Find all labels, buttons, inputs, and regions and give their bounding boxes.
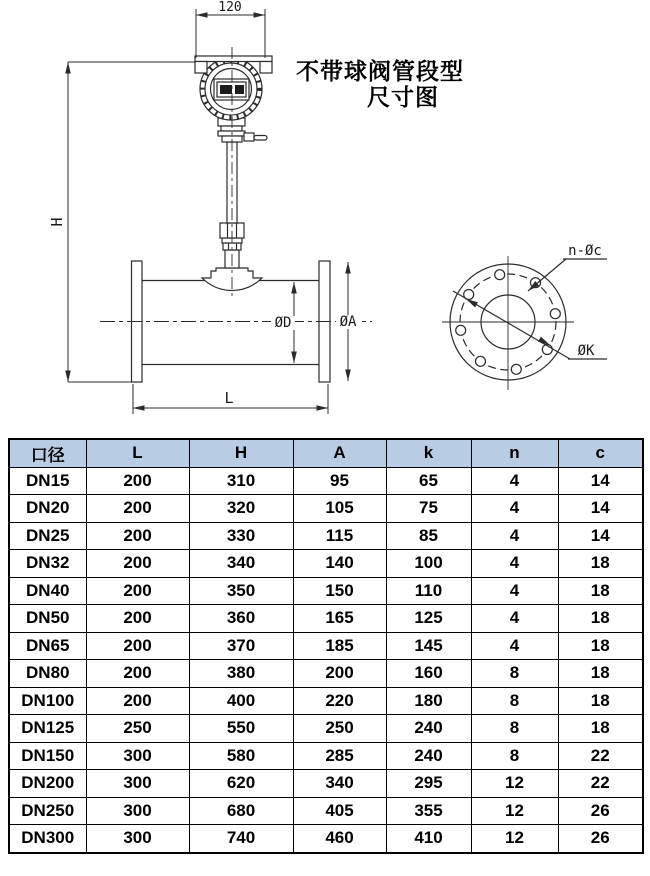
header-c: c (558, 439, 643, 467)
cell-L: 200 (86, 632, 189, 660)
cell-A: 150 (293, 577, 386, 605)
cell-n: 4 (471, 522, 558, 550)
cell-diameter: DN300 (9, 825, 86, 853)
cell-diameter: DN125 (9, 715, 86, 743)
cell-k: 85 (386, 522, 471, 550)
table-row (9, 715, 643, 743)
cell-diameter: DN100 (9, 687, 86, 715)
cell-n: 4 (471, 495, 558, 523)
dimension-table (8, 438, 644, 854)
header-A: A (293, 439, 386, 467)
table-row (9, 495, 643, 523)
cable-gland (244, 133, 254, 141)
cell-k: 410 (386, 825, 471, 853)
cell-H: 330 (189, 522, 293, 550)
cell-n: 4 (471, 577, 558, 605)
cell-k: 110 (386, 577, 471, 605)
cell-H: 580 (189, 742, 293, 770)
dim-label-A: ØA (339, 314, 357, 330)
cell-H: 320 (189, 495, 293, 523)
cell-A: 220 (293, 687, 386, 715)
table-row (9, 577, 643, 605)
cell-diameter: DN200 (9, 770, 86, 798)
table-row (9, 742, 643, 770)
table-row (9, 632, 643, 660)
cell-c: 18 (558, 550, 643, 578)
cell-H: 550 (189, 715, 293, 743)
header-H: H (189, 439, 293, 467)
dim-label-H: H (48, 217, 66, 227)
cell-c: 18 (558, 715, 643, 743)
cell-c: 18 (558, 687, 643, 715)
cell-n: 12 (471, 770, 558, 798)
cell-diameter: DN150 (9, 742, 86, 770)
dim-label-n-c: n-Øc (568, 243, 602, 259)
cell-k: 240 (386, 742, 471, 770)
cell-c: 26 (558, 825, 643, 853)
table-header-row (9, 439, 643, 467)
cell-diameter: DN65 (9, 632, 86, 660)
cell-c: 14 (558, 522, 643, 550)
cell-n: 12 (471, 797, 558, 825)
cell-n: 4 (471, 550, 558, 578)
table-row (9, 660, 643, 688)
cell-c: 14 (558, 495, 643, 523)
cell-diameter: DN80 (9, 660, 86, 688)
cell-A: 140 (293, 550, 386, 578)
cell-diameter: DN25 (9, 522, 86, 550)
cell-H: 340 (189, 550, 293, 578)
cell-L: 300 (86, 797, 189, 825)
cell-L: 200 (86, 550, 189, 578)
cell-c: 22 (558, 770, 643, 798)
cell-k: 100 (386, 550, 471, 578)
cell-L: 250 (86, 715, 189, 743)
cell-A: 200 (293, 660, 386, 688)
cell-L: 300 (86, 770, 189, 798)
cell-H: 680 (189, 797, 293, 825)
header-k: k (386, 439, 471, 467)
header-L: L (86, 439, 189, 467)
cell-L: 200 (86, 687, 189, 715)
cell-L: 200 (86, 467, 189, 495)
cell-H: 380 (189, 660, 293, 688)
cell-diameter: DN250 (9, 797, 86, 825)
cell-L: 200 (86, 522, 189, 550)
drawing-title (285, 58, 475, 110)
cell-k: 65 (386, 467, 471, 495)
cell-k: 160 (386, 660, 471, 688)
cell-c: 18 (558, 605, 643, 633)
cell-c: 14 (558, 467, 643, 495)
cell-A: 250 (293, 715, 386, 743)
cell-H: 350 (189, 577, 293, 605)
cell-A: 105 (293, 495, 386, 523)
cell-A: 405 (293, 797, 386, 825)
cell-n: 4 (471, 605, 558, 633)
header-diameter: 口径 (9, 439, 86, 467)
cell-H: 310 (189, 467, 293, 495)
cell-A: 95 (293, 467, 386, 495)
cell-diameter: DN32 (9, 550, 86, 578)
cell-c: 18 (558, 660, 643, 688)
cell-H: 400 (189, 687, 293, 715)
table-row (9, 825, 643, 853)
table-row (9, 467, 643, 495)
cell-c: 22 (558, 742, 643, 770)
cell-H: 370 (189, 632, 293, 660)
cell-diameter: DN40 (9, 577, 86, 605)
cell-A: 340 (293, 770, 386, 798)
drawing-title-line2: 尺寸图 (367, 84, 439, 110)
dim-label-D: ØD (274, 315, 292, 331)
cell-L: 200 (86, 495, 189, 523)
cell-n: 12 (471, 825, 558, 853)
cell-L: 300 (86, 825, 189, 853)
cell-k: 145 (386, 632, 471, 660)
cell-n: 4 (471, 632, 558, 660)
table-row (9, 797, 643, 825)
cell-n: 8 (471, 742, 558, 770)
flange-end-view (442, 256, 607, 390)
cell-k: 180 (386, 687, 471, 715)
cell-k: 355 (386, 797, 471, 825)
cell-H: 360 (189, 605, 293, 633)
cell-c: 26 (558, 797, 643, 825)
cell-c: 18 (558, 632, 643, 660)
cell-L: 200 (86, 605, 189, 633)
table-row (9, 550, 643, 578)
cell-L: 300 (86, 742, 189, 770)
cell-diameter: DN50 (9, 605, 86, 633)
cell-n: 8 (471, 715, 558, 743)
cell-n: 8 (471, 687, 558, 715)
dim-label-L: L (224, 389, 234, 407)
table-row (9, 687, 643, 715)
table-row (9, 770, 643, 798)
cell-k: 240 (386, 715, 471, 743)
table-row (9, 522, 643, 550)
cell-k: 75 (386, 495, 471, 523)
cell-A: 115 (293, 522, 386, 550)
cell-k: 295 (386, 770, 471, 798)
cell-diameter: DN15 (9, 467, 86, 495)
cell-H: 620 (189, 770, 293, 798)
cell-c: 18 (558, 577, 643, 605)
dim-label-120: 120 (218, 0, 242, 15)
cell-k: 125 (386, 605, 471, 633)
cell-A: 460 (293, 825, 386, 853)
cell-L: 200 (86, 577, 189, 605)
drawing-title-line1: 不带球阀管段型 (296, 58, 464, 84)
cell-diameter: DN20 (9, 495, 86, 523)
cell-L: 200 (86, 660, 189, 688)
cell-A: 285 (293, 742, 386, 770)
cell-n: 4 (471, 467, 558, 495)
table-row (9, 605, 643, 633)
header-n: n (471, 439, 558, 467)
dim-label-K: ØK (577, 343, 595, 359)
cell-A: 165 (293, 605, 386, 633)
cell-n: 8 (471, 660, 558, 688)
cell-A: 185 (293, 632, 386, 660)
cell-H: 740 (189, 825, 293, 853)
